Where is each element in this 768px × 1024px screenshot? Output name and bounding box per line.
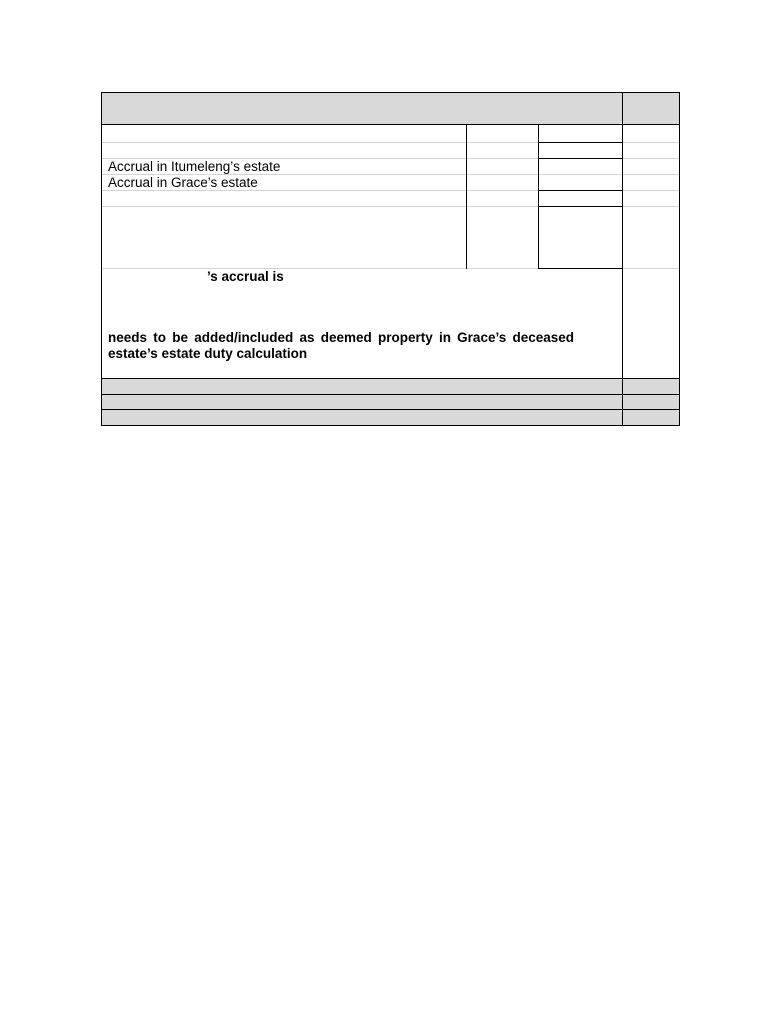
row-divider [102, 268, 466, 269]
footer-rule-2 [101, 394, 680, 395]
footer-rule-3 [101, 409, 680, 410]
amount-underline [538, 190, 622, 191]
column-rule-2 [538, 124, 539, 269]
table-header-marks-cell [623, 93, 679, 124]
amount-underline [538, 206, 622, 207]
row-divider [467, 268, 538, 269]
marks-column-rule [622, 92, 623, 426]
row-divider [467, 142, 538, 143]
footer-row-3-marks [623, 410, 679, 425]
amount-underline [538, 158, 622, 159]
row-divider [102, 142, 466, 143]
row-divider [623, 190, 679, 191]
row-divider [623, 142, 679, 143]
footer-row-2-marks [623, 395, 679, 409]
row-divider [467, 190, 538, 191]
row-label-accrual-grace: Accrual in Grace’s estate [108, 175, 258, 190]
row-divider [623, 206, 679, 207]
accrual-fragment: ’s accrual is [207, 269, 284, 284]
row-divider [623, 174, 679, 175]
amount-underline [538, 268, 622, 269]
column-rule-1 [466, 124, 467, 269]
footer-row-3 [102, 410, 622, 425]
border-top [101, 92, 680, 93]
row-divider [623, 268, 679, 269]
row-divider [467, 174, 538, 175]
row-divider [102, 206, 466, 207]
footer-top-rule [101, 378, 680, 379]
footer-row-1 [102, 379, 622, 394]
footer-row-1-marks [623, 379, 679, 394]
row-divider [623, 158, 679, 159]
conclusion-paragraph [108, 330, 574, 362]
table-header-row [102, 93, 622, 124]
conclusion-line-2: estate’s estate duty calculation [108, 346, 308, 361]
row-label-accrual-itumeleng: Accrual in Itumeleng’s estate [108, 159, 281, 174]
row-divider [467, 158, 538, 159]
row-divider [467, 206, 538, 207]
header-bottom-rule [101, 124, 680, 125]
footer-row-2 [102, 395, 622, 409]
amount-underline [538, 142, 622, 143]
row-divider [539, 174, 621, 175]
border-bottom [101, 425, 680, 426]
border-right [679, 92, 680, 426]
border-left [101, 92, 102, 426]
conclusion-line-1: needs to be added/included as deemed property in Grace’s deceased [108, 330, 574, 345]
